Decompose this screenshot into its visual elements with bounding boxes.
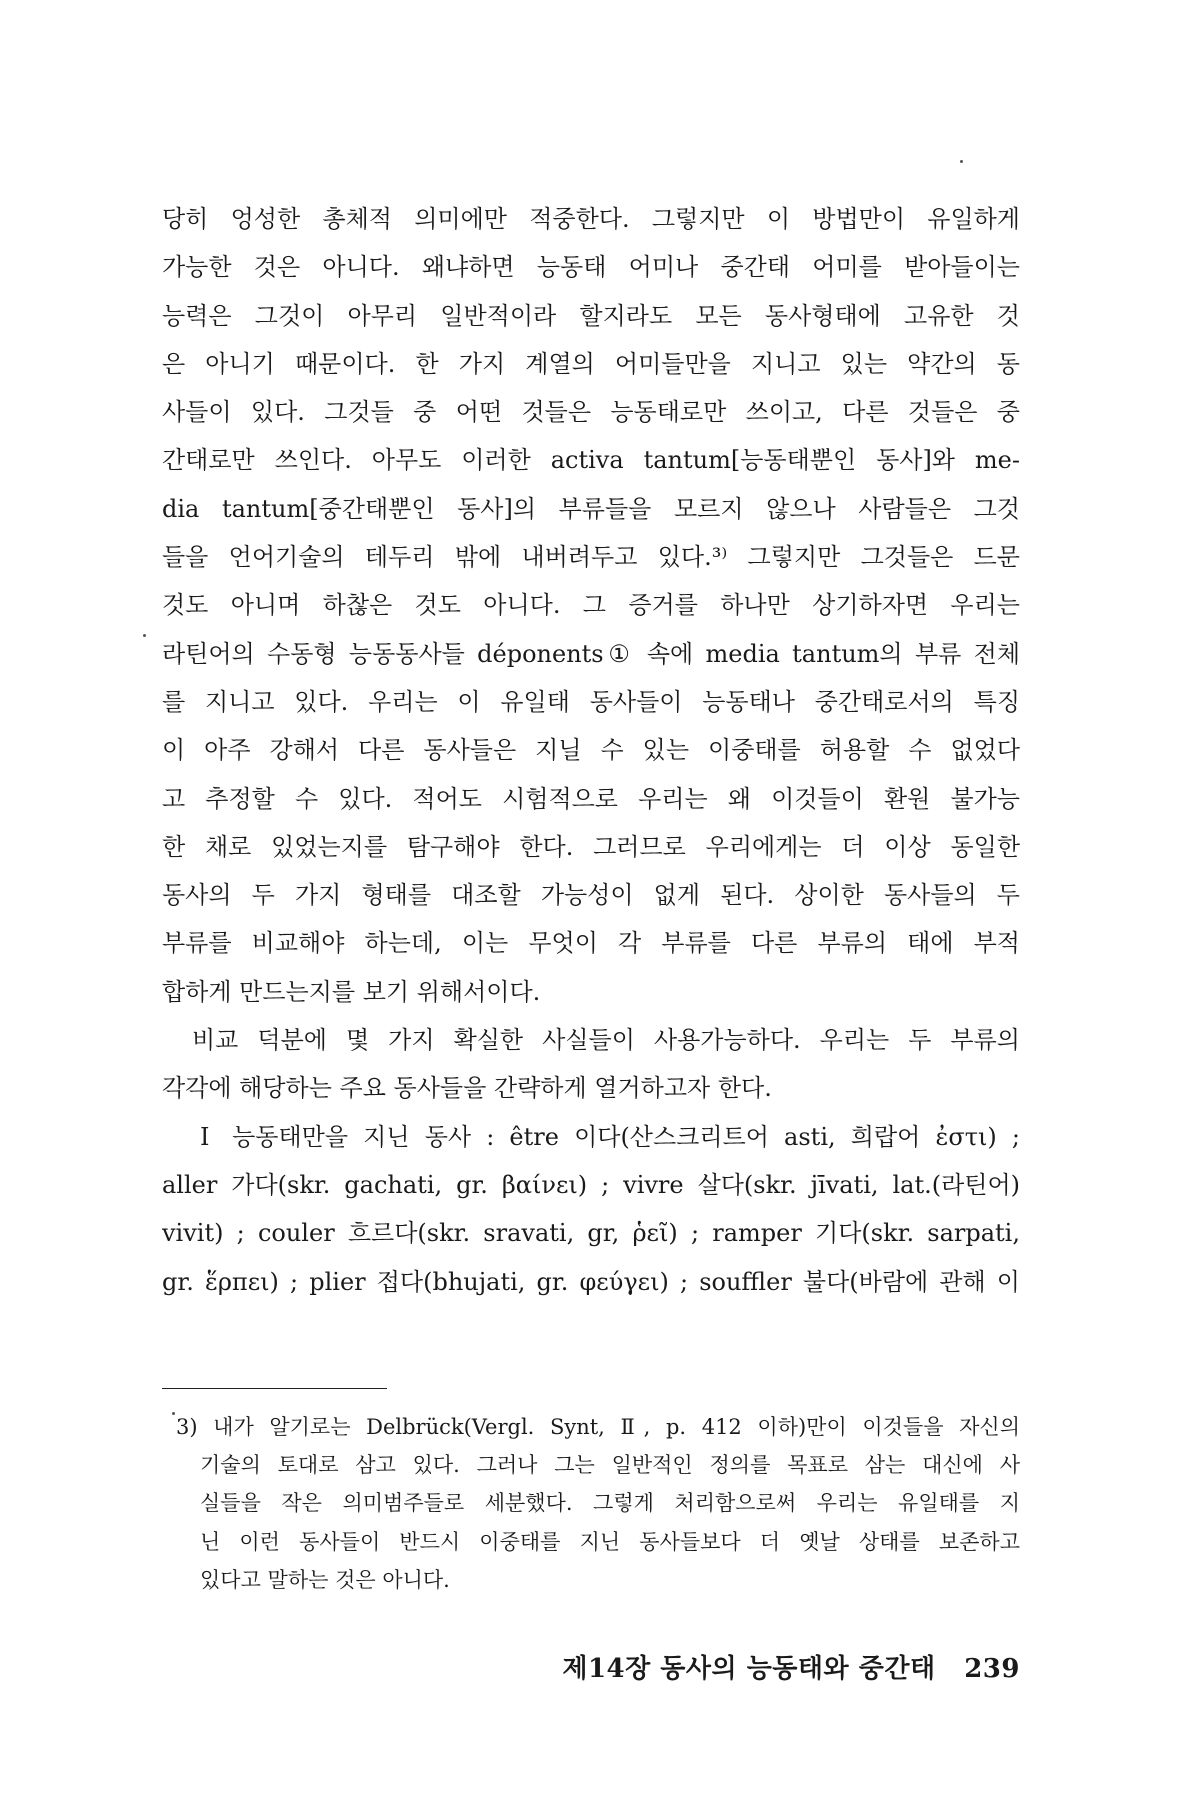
main-text [162,195,1020,1306]
text-line: 라틴어의 수동형 능동동사들 déponents① 속에 media tantum의 부류 전체 [162,639,1020,668]
text-line: 사들이 있다. 그것들 중 어떤 것들은 능동태로만 쓰이고, 다른 것들은 중 [162,398,1020,427]
footnote-line: 3) 내가 알기로는 Delbrück(Vergl. Synt, Ⅱ, p. 412 이하)만이 이것들을 자신의 [176,1415,1020,1439]
text-line: 것도 아니며 하찮은 것도 아니다. 그 증거를 하나만 상기하자면 우리는 [162,591,1020,620]
scan-speck [960,160,963,163]
running-footer [562,1648,1020,1685]
text-line: 한 채로 있었는지를 탐구해야 한다. 그러므로 우리에게는 더 이상 동일한 [162,832,1020,861]
text-line: 부류를 비교해야 하는데, 이는 무엇이 각 부류를 다른 부류의 태에 부적 [162,929,1020,958]
text-line: 합하게 만드는지를 보기 위해서이다. [162,977,541,1006]
footnote-line: 있다고 말하는 것은 아니다. [200,1567,450,1592]
text-line: 은 아니기 때문이다. 한 가지 계열의 어미들만을 지니고 있는 약간의 동 [162,349,1020,378]
text-line: 를 지니고 있다. 우리는 이 유일태 동사들이 능동태나 중간태로서의 특징 [162,687,1020,716]
footnote-line: 기술의 토대로 삼고 있다. 그러나 그는 일반적인 정의를 목표로 삼는 대신에 사 [200,1453,1020,1478]
text-line: Ⅰ 능동태만을 지닌 동사 : être 이다(산스크리트어 asti, 희랍어 ἐστι) ; [200,1122,1020,1151]
text-line: 동사의 두 가지 형태를 대조할 가능성이 없게 된다. 상이한 동사들의 두 [162,881,1020,910]
text-line: 능력은 그것이 아무리 일반적이라 할지라도 모든 동사형태에 고유한 것 [162,301,1020,330]
text-line: 간태로만 쓰인다. 아무도 이러한 activa tantum[능동태뿐인 동사]와 me- [162,446,1020,475]
footnote [176,1408,1020,1599]
text-line: 고 추정할 수 있다. 적어도 시험적으로 우리는 왜 이것들이 환원 불가능 [162,784,1020,813]
text-line: 당히 엉성한 총체적 의미에만 적중한다. 그렇지만 이 방법만이 유일하게 [162,205,1020,233]
footnote-line: 실들을 작은 의미범주들로 세분했다. 그렇게 처리함으로써 우리는 유일태를 지 [200,1491,1020,1516]
text-line: 가능한 것은 아니다. 왜냐하면 능동태 어미나 중간태 어미를 받아들이는 [162,253,1020,282]
text-line: gr. ἕρπει) ; plier 접다(bhujati, gr. φεύγει) ; souffler 불다(바람에 관해 이 [162,1267,1020,1296]
text-line: dia tantum[중간태뿐인 동사]의 부류들을 모르지 않으나 사람들은 그것 [162,494,1020,523]
text-line: 들을 언어기술의 테두리 밖에 내버려두고 있다.³⁾ 그렇지만 그것들은 드문 [162,543,1020,572]
footnote-rule [162,1388,387,1389]
text-line: 각각에 해당하는 주요 동사들을 간략하게 열거하고자 한다. [162,1074,772,1103]
text-line: 이 아주 강해서 다른 동사들은 지닐 수 있는 이중태를 허용할 수 없었다 [162,736,1020,765]
scan-speck [143,634,146,637]
text-line: vivit) ; couler 흐르다(skr. sravati, gr, ῥεῖ) ; ramper 기다(skr. sarpati, [162,1219,1020,1248]
scan-speck [172,1412,175,1415]
footnote-line: 닌 이런 동사들이 반드시 이중태를 지닌 동사들보다 더 옛날 상태를 보존하고 [200,1529,1020,1554]
chapter-title: 제14장 동사의 능동태와 중간태 [562,1654,936,1684]
text-line: 비교 덕분에 몇 가지 확실한 사실들이 사용가능하다. 우리는 두 부류의 [192,1026,1020,1055]
page-number: 239 [964,1654,1020,1684]
text-line: aller 가다(skr. gachati, gr. βαίνει) ; vivre 살다(skr. jīvati, lat.(라틴어) [162,1170,1020,1199]
